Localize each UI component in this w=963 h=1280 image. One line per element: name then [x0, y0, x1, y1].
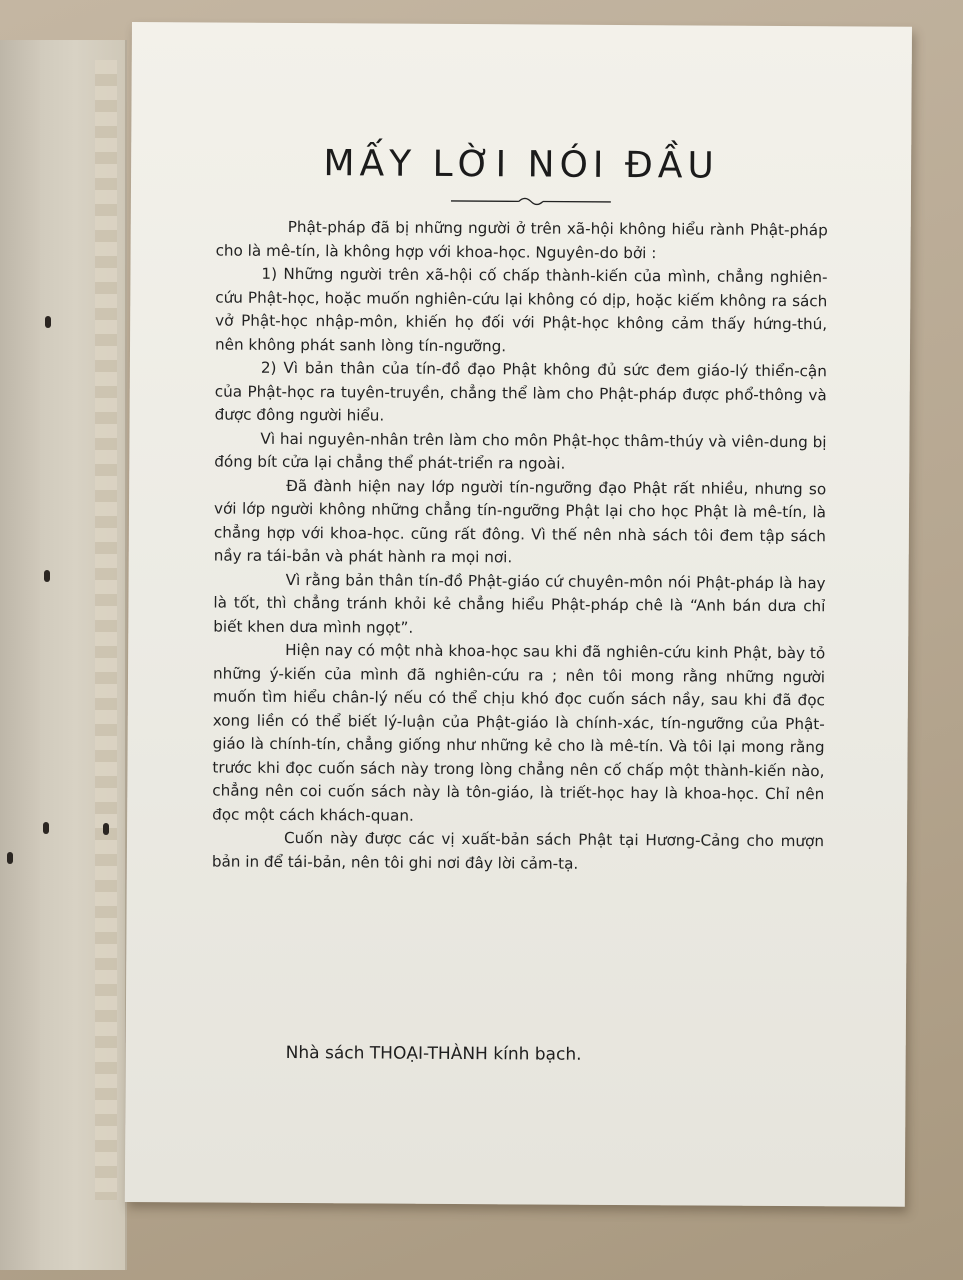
left-page-gutter: [0, 40, 40, 1270]
title-ornament: [451, 194, 611, 209]
spine-hole: [45, 316, 51, 328]
paragraph-intro: Phật-pháp đã bị những người ở trên xã-hội không hiểu rành Phật-pháp cho là mê-tín, là không hợp với khoa-học. Nguyên-do bởi :: [215, 217, 828, 262]
book-page: [125, 22, 912, 1207]
spine-hole: [43, 822, 49, 834]
spine-hole: [103, 823, 109, 835]
spine-hole: [44, 570, 50, 582]
preface-body: [212, 216, 828, 878]
paragraph-scientist: Hiện nay có một nhà khoa-học sau khi đã nghiên-cứu kinh Phật, bày tỏ những ý-kiến của mình đã nghiên-cứu ra ; nên tôi mong rằng những người muốn tìm hiểu chân-lý nếu có thể chịu khó đọc cuốn sách nầy, sau khi đã đọc xong liền có thể biết lý-luận của Phật-giáo là chính-xác, tín-ngưỡng của Phật-giáo là chính-tín, chẳng giống như những kẻ cho là mê-tín. Và tôi lại mong rằng trước khi đọc cuốn sách này trong lòng chẳng nên cố chấp một thành-kiến nào, chẳng nên coi cuốn sách này là tôn-giáo, là triết-học hay là khoa-học. Chỉ nên đọc một cách khách-quan.: [212, 640, 826, 825]
left-page-frayed-edge: [95, 60, 117, 1200]
paragraph-self-praise: Vì rằng bản thân tín-đồ Phật-giáo cứ chuyên-môn nói Phật-pháp là hay là tốt, thì chẳng tránh khỏi kẻ chẳng hiểu Phật-pháp chê là “Anh bán dưa chỉ biết khen dưa mình ngọt”.: [213, 570, 826, 637]
signature: Nhà sách THOẠI-THÀNH kính bạch.: [285, 1042, 582, 1065]
page-title: MẤY LỜI NÓI ĐẦU: [323, 143, 719, 187]
paragraph-consequence: Vì hai nguyên-nhân trên làm cho môn Phật-học thâm-thúy và viên-dung bị đóng bít cửa lại chẳng thể phát-triển ra ngoài.: [214, 429, 827, 473]
paragraph-reason-1: 1) Những người trên xã-hội cố chấp thành-kiến của mình, chẳng nghiên-cứu Phật-học, hoặc muốn nghiên-cứu lại không có dịp, hoặc kiếm không ra sách vở Phật-học nhập-môn, khiến họ đối với Phật-học không cảm thấy hứng-thú, nên không phát sanh lòng tín-ngưỡng.: [214, 264, 828, 355]
paragraph-reason-2: 2) Vì bản thân của tín-đồ đạo Phật không đủ sức đem giáo-lý thiển-cận của Phật-học ra tuyên-truyền, chẳng thể làm cho Phật-pháp được phổ-thông và được đông người hiểu.: [214, 358, 827, 425]
spine-hole: [7, 852, 13, 864]
paragraph-current-state: Đã đành hiện nay lớp người tín-ngưỡng đạo Phật rất nhiều, nhưng so với lớp người không những chẳng tín-ngưỡng Phật lại cho học Phật là mê-tín, là chẳng hợp với khoa-học. cũng rất đông. Vì thế nên nhà sách tôi đem tập sách nầy ra tái-bản và phát hành ra mọi nơi.: [213, 476, 827, 567]
paragraph-thanks: Cuốn này được các vị xuất-bản sách Phật tại Hương-Cảng cho mượn bản in để tái-bản, nên tôi ghi nơi đây lời cảm-tạ.: [211, 828, 825, 873]
